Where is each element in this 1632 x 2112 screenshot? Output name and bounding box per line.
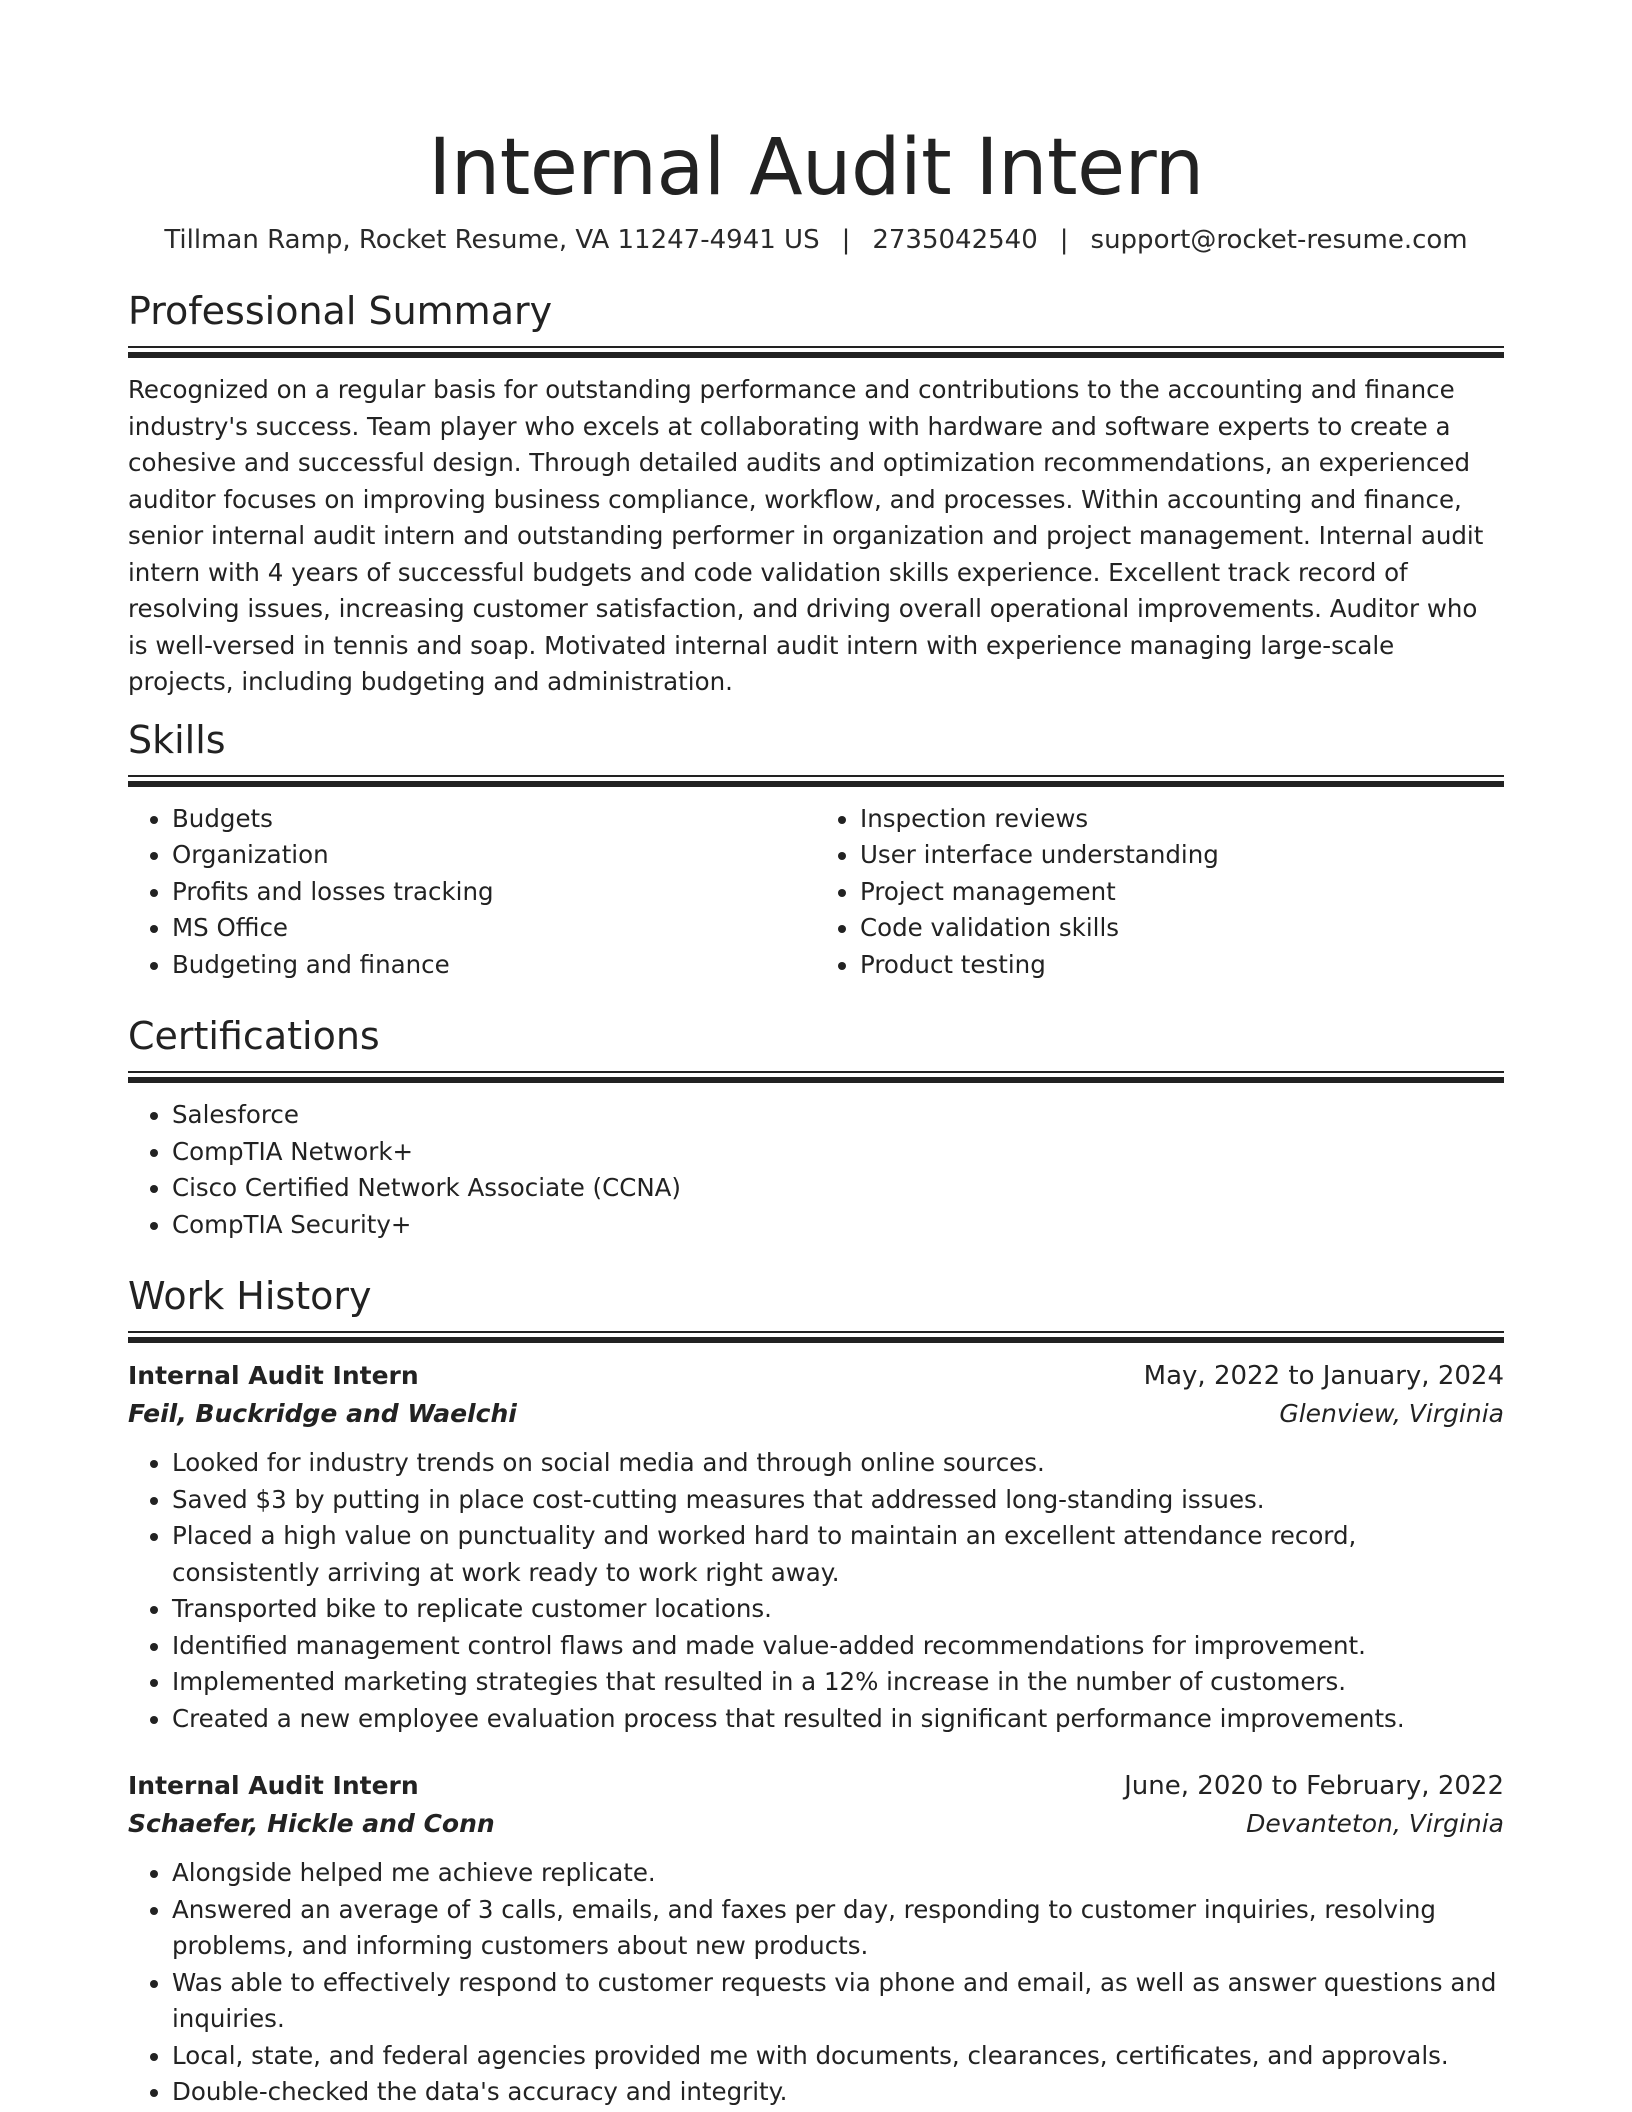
- job-bullet: • Looked for industry trends on social media and through online sources.: [172, 1445, 1504, 1482]
- certifications-heading: Certifications: [128, 1014, 380, 1058]
- job-bullet: • Double-checked the data's accuracy and integrity.: [172, 2074, 1504, 2111]
- contact-line: [128, 222, 1504, 258]
- job-dates: June, 2020 to February, 2022: [1124, 1771, 1504, 1801]
- job-header: [128, 1357, 1504, 1395]
- certifications-list: [128, 1097, 1504, 1243]
- job-bullet: • Local, state, and federal agencies provided me with documents, clearances, certificates, and approvals.: [172, 2038, 1504, 2075]
- certification-item: • Cisco Certified Network Associate (CCNA): [172, 1170, 1504, 1207]
- work-history-section: [128, 1271, 1504, 2111]
- job-company: Feil, Buckridge and Waelchi: [128, 1399, 517, 1428]
- skills-list-right: [816, 801, 1504, 984]
- section-divider: [128, 1071, 1504, 1083]
- resume-title: Internal Audit Intern: [428, 123, 1204, 213]
- section-divider: [128, 346, 1504, 358]
- skills-columns: [128, 801, 1504, 984]
- skill-item: • Organization: [172, 837, 816, 874]
- skills-heading: Skills: [128, 717, 226, 762]
- job-bullet: • Placed a high value on punctuality and worked hard to maintain an excellent attendance record, consistently arriving at work ready to work right away.: [172, 1518, 1504, 1591]
- summary-text: Recognized on a regular basis for outstanding performance and contributions to the accounting and finance industry's success. Team player who excels at collaborating with hardware and software experts to create a cohesive and successful design. Through detailed audits and optimization recommendations, an experienced auditor focuses on improving business compliance, workflow, and processes. Within accounting and finance, senior internal audit intern and outstanding performer in organization and project management. Internal audit intern with 4 years of successful budgets and code validation skills experience. Excellent track record of resolving issues, increasing customer satisfaction, and driving overall operational improvements. Auditor who is well-versed in tennis and soap. Motivated internal audit intern with experience managing large-scale projects, including budgeting and administration.: [128, 375, 1484, 696]
- certification-item: • CompTIA Network+: [172, 1134, 1504, 1171]
- skill-item: • MS Office: [172, 910, 816, 947]
- summary-section: [128, 286, 1504, 701]
- certification-item: • CompTIA Security+: [172, 1207, 1504, 1244]
- skill-item: • Inspection reviews: [860, 801, 1504, 838]
- skills-section: [128, 715, 1504, 984]
- section-divider: [128, 1331, 1504, 1343]
- job-bullets: [128, 1445, 1504, 1737]
- certifications-section: [128, 1011, 1504, 1243]
- job-subheader: [128, 1805, 1504, 1843]
- certification-item: • Salesforce: [172, 1097, 1504, 1134]
- contact-separator: |: [1059, 225, 1069, 255]
- skills-list-left: [128, 801, 816, 984]
- summary-heading: Professional Summary: [128, 289, 553, 333]
- skill-item: • Project management: [860, 874, 1504, 911]
- job-bullet: • Implemented marketing strategies that resulted in a 12% increase in the number of customers.: [172, 1664, 1504, 1701]
- job-location: Devanteton, Virginia: [1246, 1809, 1504, 1838]
- work-history-heading: Work History: [128, 1274, 372, 1318]
- job-location: Glenview, Virginia: [1279, 1399, 1504, 1428]
- job-bullet: • Answered an average of 3 calls, emails, and faxes per day, responding to customer inquiries, resolving problems, and informing customers about new products.: [172, 1892, 1504, 1965]
- resume-content: [128, 118, 1504, 2111]
- section-divider: [128, 775, 1504, 787]
- contact-separator: |: [841, 225, 851, 255]
- skill-item: • Product testing: [860, 947, 1504, 984]
- contact-phone: 2735042540: [872, 225, 1038, 255]
- skill-item: • Code validation skills: [860, 910, 1504, 947]
- job-bullet: • Identified management control flaws and made value-added recommendations for improvement.: [172, 1628, 1504, 1665]
- job-subheader: [128, 1395, 1504, 1433]
- job-dates: May, 2022 to January, 2024: [1143, 1361, 1504, 1391]
- job-entry: [128, 1767, 1504, 2111]
- job-header: [128, 1767, 1504, 1805]
- job-bullet: • Was able to effectively respond to customer requests via phone and email, as well as answer questions and inquiries.: [172, 1965, 1504, 2038]
- job-title: Internal Audit Intern: [128, 1771, 419, 1800]
- job-entry: [128, 1357, 1504, 1737]
- skill-item: • Profits and losses tracking: [172, 874, 816, 911]
- job-bullet: • Saved $3 by putting in place cost-cutting measures that addressed long-standing issues.: [172, 1482, 1504, 1519]
- skill-item: • User interface understanding: [860, 837, 1504, 874]
- job-company: Schaefer, Hickle and Conn: [128, 1809, 495, 1838]
- job-bullet: • Alongside helped me achieve replicate.: [172, 1855, 1504, 1892]
- job-bullet: • Created a new employee evaluation process that resulted in significant performance improvements.: [172, 1701, 1504, 1738]
- job-bullets: [128, 1855, 1504, 2111]
- job-title: Internal Audit Intern: [128, 1361, 419, 1390]
- contact-address: Tillman Ramp, Rocket Resume, VA 11247-4941 US: [164, 225, 820, 255]
- contact-email: support@rocket-resume.com: [1090, 225, 1468, 255]
- job-bullet: • Transported bike to replicate customer locations.: [172, 1591, 1504, 1628]
- skill-item: • Budgeting and finance: [172, 947, 816, 984]
- skill-item: • Budgets: [172, 801, 816, 838]
